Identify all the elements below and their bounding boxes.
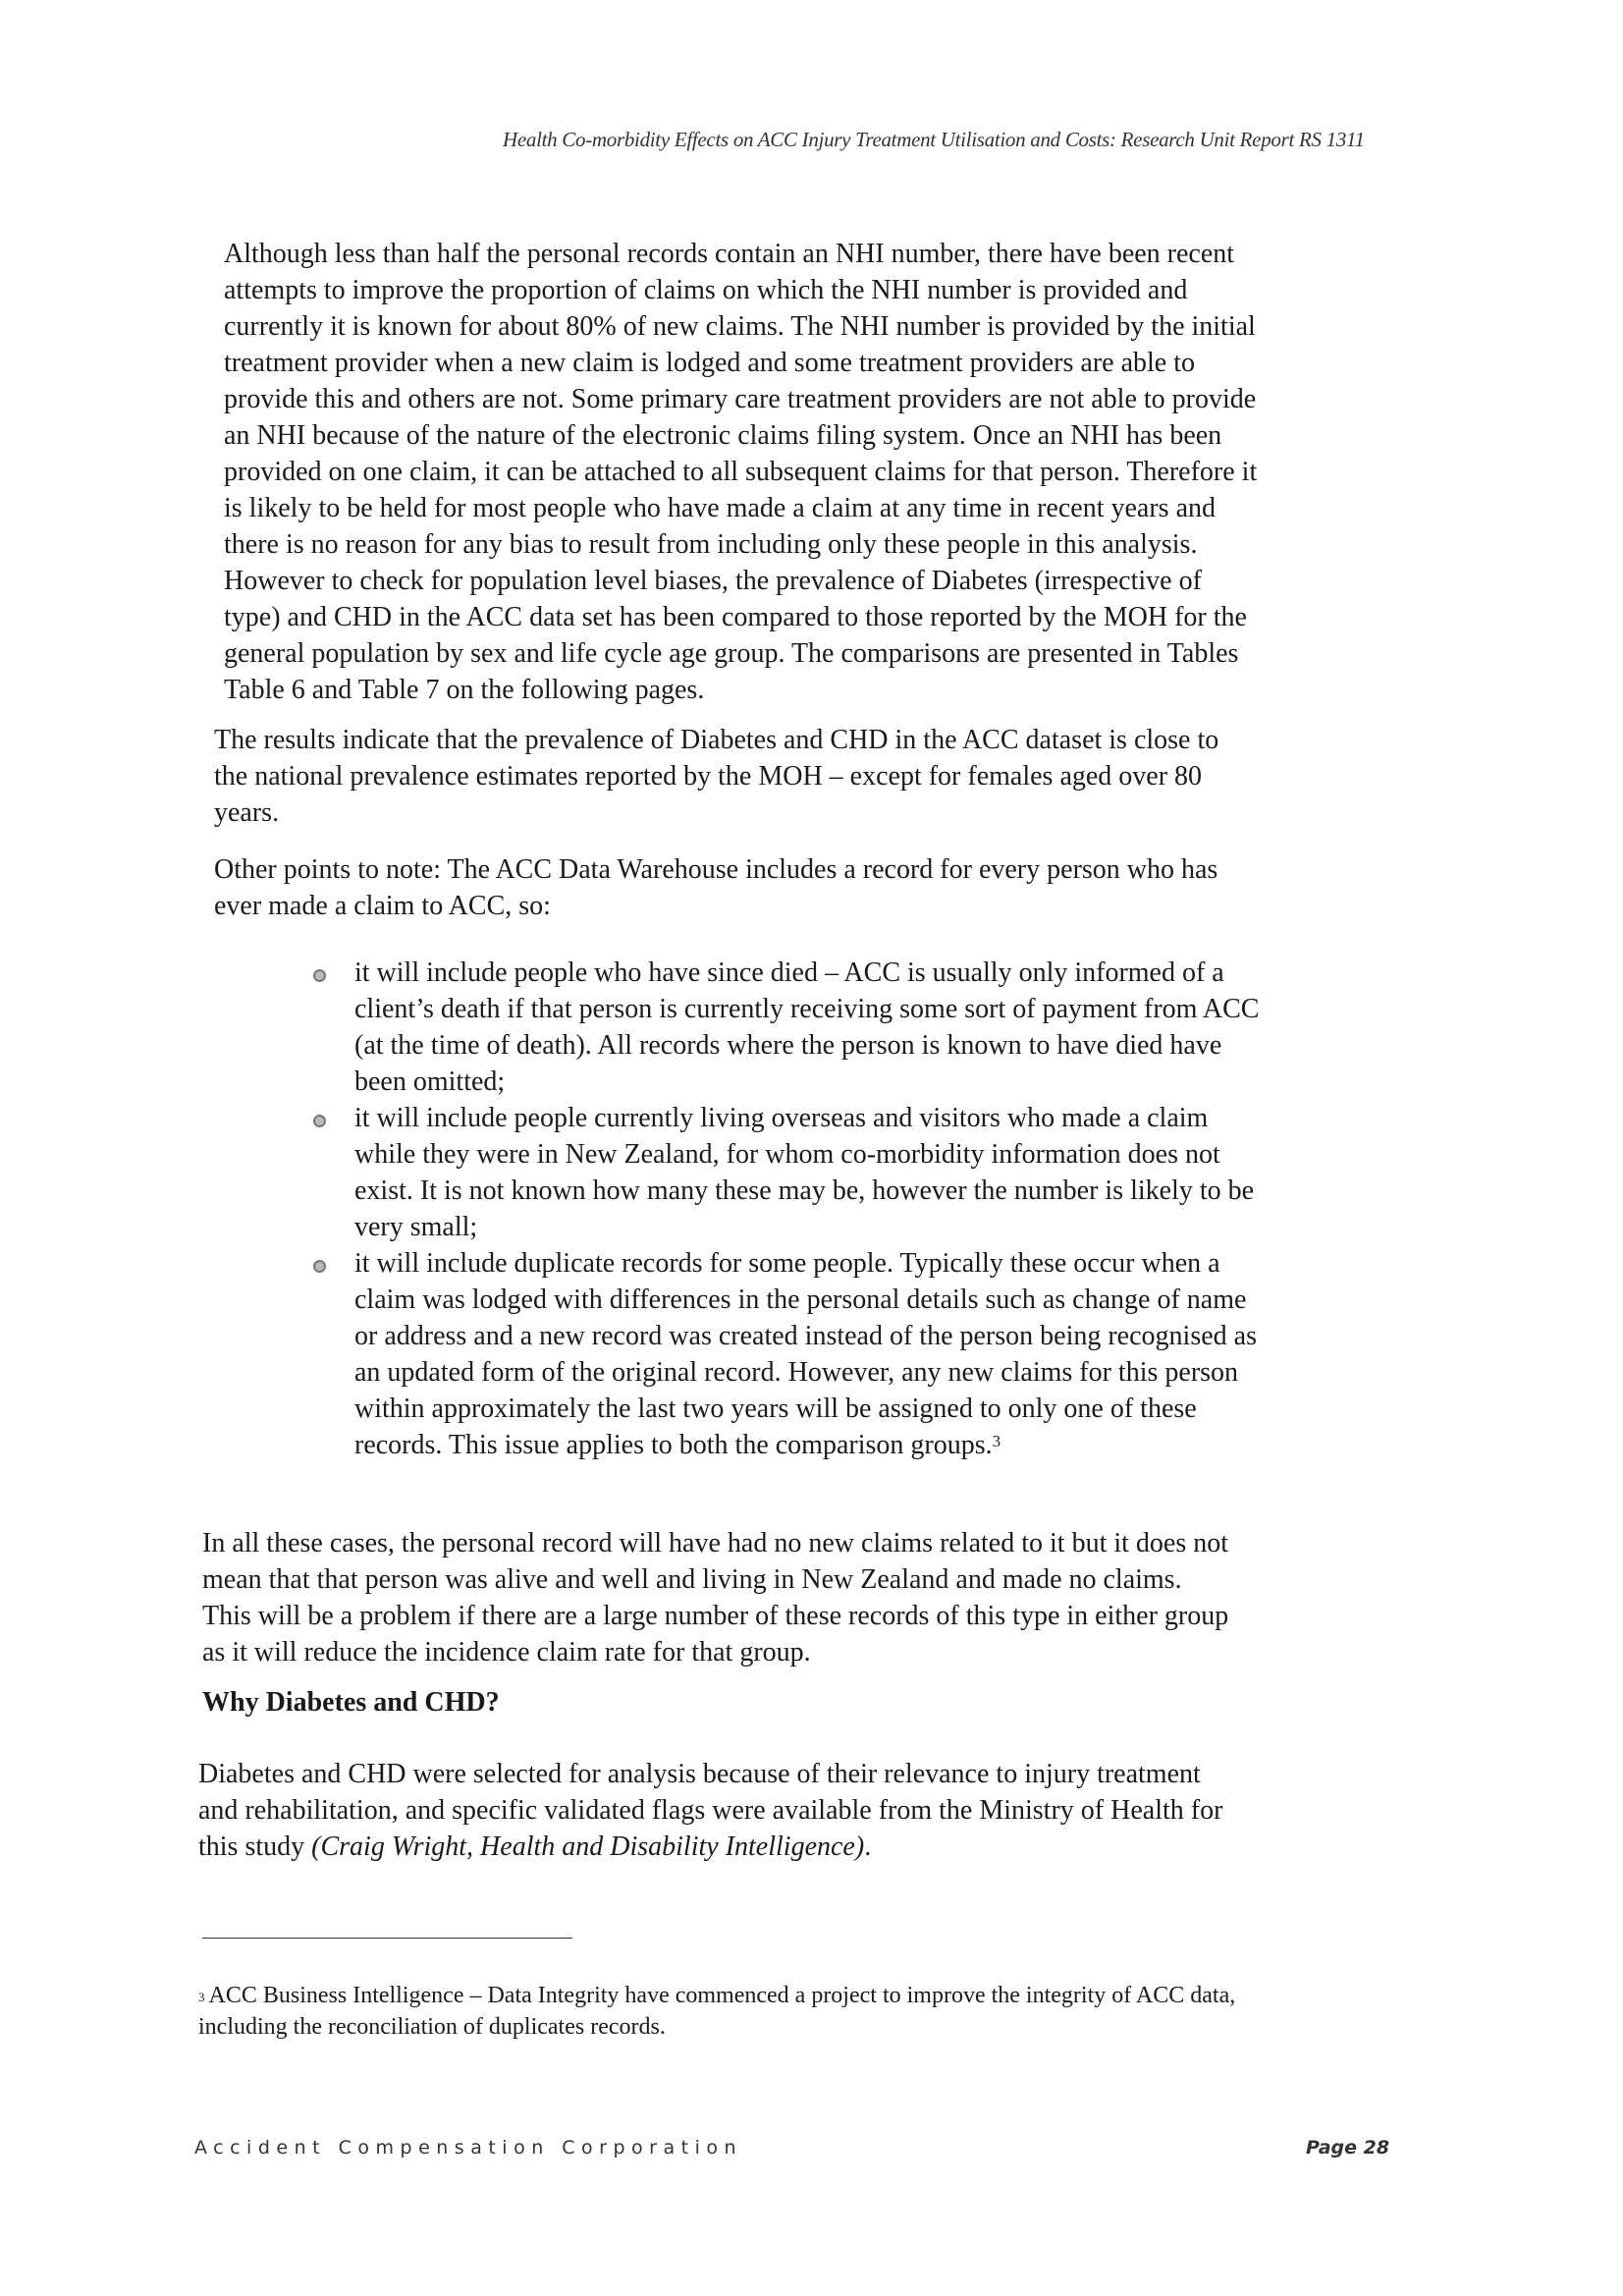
footer-organization: Accident Compensation Corporation: [194, 2137, 743, 2159]
text: .: [864, 1831, 872, 1862]
bullet-icon: [313, 1260, 326, 1273]
bullet-list: [313, 955, 1259, 1463]
text-line: within approximately the last two years will be assigned to only one of these: [354, 1394, 1197, 1424]
text-line: Table 6 and Table 7 on the following pages.: [224, 675, 705, 705]
text-line: ever made a claim to ACC, so:: [214, 891, 551, 921]
bullet-item: [313, 955, 1259, 1100]
paragraph-why: [198, 1756, 1222, 1865]
bullet-icon: [313, 969, 326, 982]
bullet-icon: [313, 1115, 326, 1127]
text-line: as it will reduce the incidence claim rate for that group.: [202, 1637, 811, 1667]
bullet-text: [354, 955, 1259, 1100]
paragraph-nhi: [224, 236, 1257, 708]
text-line: The results indicate that the prevalence of Diabetes and CHD in the ACC dataset is close to: [214, 725, 1219, 755]
text-line: currently it is known for about 80% of new claims. The NHI number is provided by the initial: [224, 311, 1256, 342]
text-line: attempts to improve the proportion of claims on which the NHI number is provided and: [224, 275, 1188, 305]
text-line: there is no reason for any bias to result from including only these people in this analysis.: [224, 529, 1198, 560]
paragraph-cases: [202, 1525, 1228, 1670]
section-heading: Why Diabetes and CHD?: [202, 1687, 500, 1718]
text-line: (at the time of death). All records where the person is known to have died have: [354, 1030, 1222, 1061]
citation: (Craig Wright, Health and Disability Intelligence): [311, 1831, 865, 1862]
bullet-item: [313, 1245, 1259, 1463]
text-line: it will include people currently living overseas and visitors who made a claim: [354, 1103, 1209, 1133]
text-line: the national prevalence estimates reported by the MOH – except for females aged over 80: [214, 761, 1203, 792]
paragraph-results: [214, 722, 1218, 831]
paragraph-why-last-line: [198, 1829, 1222, 1865]
text-line: general population by sex and life cycle age group. The comparisons are presented in Tables: [224, 638, 1239, 669]
text-line: treatment provider when a new claim is lodged and some treatment providers are able to: [224, 348, 1195, 378]
text-line: it will include duplicate records for some people. Typically these occur when a: [354, 1248, 1220, 1279]
text-line: client’s death if that person is currently receiving some sort of payment from ACC: [354, 994, 1260, 1024]
running-header: Health Co-morbidity Effects on ACC Injury Treatment Utilisation and Costs: Research Unit Report RS 1311: [503, 128, 1365, 151]
bullet-text: [354, 1245, 1259, 1463]
page-number: Page 28: [1306, 2137, 1390, 2159]
text-line: or address and a new record was created instead of the person being recognised as: [354, 1321, 1257, 1351]
text-line: is likely to be held for most people who have made a claim at any time in recent years and: [224, 493, 1216, 523]
text-line: claim was lodged with differences in the personal details such as change of name: [354, 1285, 1247, 1315]
footnote-reference[interactable]: 3: [992, 1432, 1001, 1450]
text-line: In all these cases, the personal record will have had no new claims related to it but it does not: [202, 1528, 1229, 1558]
text-line: mean that that person was alive and well and living in New Zealand and made no claims.: [202, 1564, 1182, 1595]
text-line: Other points to note: The ACC Data Warehouse includes a record for every person who has: [214, 854, 1218, 885]
text-line: years.: [214, 797, 280, 828]
text-line: an NHI because of the nature of the electronic claims filing system. Once an NHI has been: [224, 420, 1222, 451]
paragraph-why-lines: [198, 1756, 1222, 1829]
text-line: exist. It is not known how many these may be, however the number is likely to be: [354, 1175, 1255, 1206]
text-line: type) and CHD in the ACC data set has been compared to those reported by the MOH for the: [224, 602, 1247, 632]
text-line: provided on one claim, it can be attached to all subsequent claims for that person. Therefore it: [224, 457, 1258, 487]
text-line: been omitted;: [354, 1066, 506, 1097]
bullet-text: [354, 1100, 1259, 1245]
footnote-divider: [202, 1938, 572, 1939]
text-line: it will include people who have since died – ACC is usually only informed of a: [354, 957, 1224, 988]
text-line: while they were in New Zealand, for whom co-morbidity information does not: [354, 1139, 1220, 1170]
text-line: Diabetes and CHD were selected for analysis because of their relevance to injury treatment: [198, 1759, 1201, 1789]
text-line: and rehabilitation, and specific validated flags were available from the Ministry of Health for: [198, 1795, 1223, 1826]
text-line: provide this and others are not. Some primary care treatment providers are not able to provide: [224, 384, 1257, 414]
text: this study: [198, 1831, 312, 1862]
footnote-text: ACC Business Intelligence – Data Integrity have commenced a project to improve the integrity of ACC data,: [208, 1983, 1236, 2008]
text-line: Although less than half the personal records contain an NHI number, there have been recent: [224, 239, 1235, 269]
footnote: [198, 1980, 1235, 2043]
footnote-text: including the reconciliation of duplicates records.: [198, 2014, 666, 2040]
text-line: records. This issue applies to both the comparison groups.$^3$: [354, 1430, 1001, 1460]
text-line: However to check for population level biases, the prevalence of Diabetes (irrespective of: [224, 566, 1202, 596]
text-line: This will be a problem if there are a large number of these records of this type in either group: [202, 1601, 1229, 1631]
bullet-item: [313, 1100, 1259, 1245]
paragraph-other-points: [214, 851, 1217, 924]
footnote-number: 3: [198, 1990, 205, 2004]
text-line: very small;: [354, 1212, 478, 1242]
text-line: an updated form of the original record. However, any new claims for this person: [354, 1357, 1239, 1388]
